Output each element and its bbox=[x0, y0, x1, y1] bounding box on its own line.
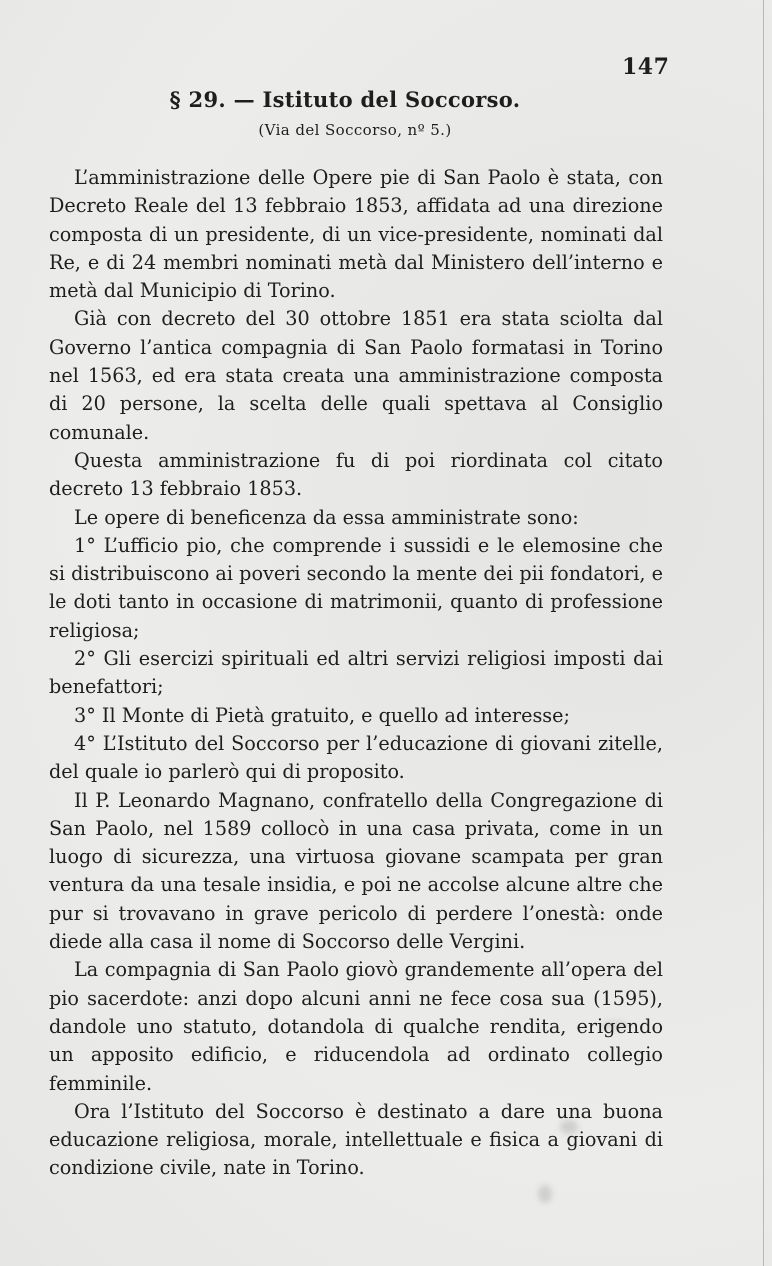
paragraph: Il P. Leonardo Magnano, confratello della Congregazione di San Paolo, nel 1589 collocò in una casa privata, come in un luogo di sicurezza, una virtuosa giovane scampata per gran ventura da una tesale insidia, e poi ne accolse alcune altre che pur si trovavano in grave pericolo di perdere l’onestà: onde diede alla casa il nome di Soccorso delle Vergini. bbox=[49, 788, 663, 954]
section-title: § 29. — Istituto del Soccorso. bbox=[169, 87, 521, 112]
list-item: 2° Gli esercizi spirituali ed altri servizi religiosi imposti dai benefattori; bbox=[49, 647, 663, 699]
body-text bbox=[49, 164, 663, 1183]
paragraph: Questa amministrazione fu di poi riordinata col citato decreto 13 febbraio 1853. bbox=[49, 448, 663, 501]
list-item: 3° Il Monte di Pietà gratuito, e quello ad interesse; bbox=[74, 703, 570, 727]
paragraph: Già con decreto del 30 ottobre 1851 era stata sciolta dal Governo l’antica compagnia di San Paolo formatasi in Torino nel 1563, ed era stata creata una amministrazione composta di 20 persone, la scelta delle quali spettava al Consiglio comunale. bbox=[49, 307, 663, 444]
section-subtitle: (Via del Soccorso, nº 5.) bbox=[258, 121, 452, 139]
list-item: 1° L’ufficio pio, che comprende i sussidi e le elemosine che si distribuiscono ai poveri secondo la mente dei pii fondatori, e le doti tanto in occasione di matrimonii, quanto di professione religiosa; bbox=[49, 533, 663, 642]
list-item: 4° L’Istituto del Soccorso per l’educazione di giovani zitelle, del quale io parlerò qui di proposito. bbox=[49, 731, 663, 784]
paper-speck bbox=[538, 1185, 552, 1203]
paragraph: L’amministrazione delle Opere pie di San Paolo è stata, con Decreto Reale del 13 febbraio 1853, affidata ad una direzione composta di un presidente, di un vice-presidente, nominati dal Re, e di 24 membri nominati metà dal Ministero dell’interno e metà dal Municipio di Torino. bbox=[49, 166, 663, 303]
paragraph: La compagnia di San Paolo giovò grandemente all’opera del pio sacerdote: anzi dopo alcuni anni ne fece cosa sua (1595), dandole uno statuto, dotandola di qualche rendita, erigendo un apposito edificio, e riducendola ad ordinato collegio femminile. bbox=[49, 958, 663, 1095]
page-edge-mark bbox=[763, 0, 764, 1266]
paragraph: Ora l’Istituto del Soccorso è destinato a dare una buona educazione religiosa, morale, intellettuale e fisica a giovani di condizione civile, nate in Torino. bbox=[49, 1099, 663, 1180]
paragraph: Le opere di beneficenza da essa amministrate sono: bbox=[74, 505, 579, 529]
page-number: 147 bbox=[622, 54, 670, 80]
